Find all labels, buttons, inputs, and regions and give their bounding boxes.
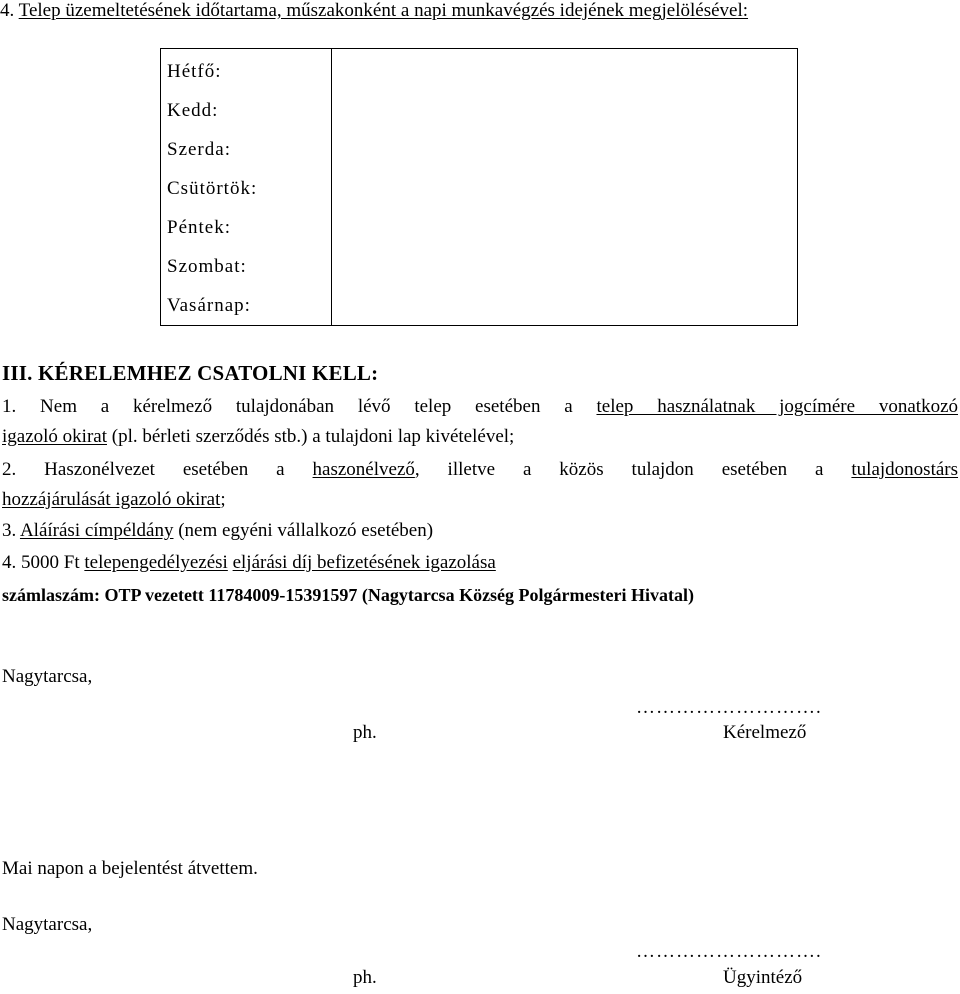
stamp-placeholder-1: ph. [353,722,377,743]
item-2-text-a: Haszonélvezet esetében a [44,459,285,480]
day-wednesday: Szerda: [167,139,231,160]
item-1-text-d: (pl. bérleti szerződés stb.) a tulajdoni lap kivételével; [111,426,515,447]
item-2-text-e: hozzájárulását igazoló okirat [2,489,221,510]
item-4 [2,552,496,574]
item-2-text-c: , illetve a közös tulajdon esetében a [414,459,824,480]
item-4-number: 4. [2,552,17,573]
item-2-text-d: tulajdonostárs [851,459,959,480]
section-3-title: III. KÉRELEMHEZ CSATOLNI KELL: [2,361,379,385]
item-2-number: 2. [2,459,17,480]
day-monday: Hétfő: [167,61,222,82]
place-date-2: Nagytarcsa, [2,914,93,935]
item-1-number: 1. [2,396,17,417]
received-statement: Mai napon a bejelentést átvettem. [2,858,258,879]
item-2-line-2 [2,489,226,511]
item-1-text-b: telep használatnak jogcímére vonatkozó [596,396,959,417]
item-3 [2,520,433,542]
section-4-heading [0,0,748,22]
signature-line-2: ………………………. [636,941,822,962]
stamp-placeholder-2: ph. [353,967,377,988]
item-2-text-b: haszonélvező [312,459,415,480]
item-3-number: 3. [2,520,17,541]
item-1-line-2 [2,426,514,448]
item-1-text-c: igazoló okirat [2,426,107,447]
day-sunday: Vasárnap: [167,295,251,316]
day-tuesday: Kedd: [167,100,219,121]
schedule-days-cell [161,49,332,326]
item-1-line-1 [2,396,958,418]
bank-account-line: számlaszám: OTP vezetett 11784009-15391597 (Nagytarcsa Község Polgármesteri Hivatal) [2,585,694,605]
section-4-number: 4. [0,0,15,21]
schedule-hours-cell[interactable] [332,49,798,326]
place-date-1: Nagytarcsa, [2,666,93,687]
item-3-text-a: Aláírási címpéldány [19,520,174,541]
item-4-text-b: telepengedélyezési [84,552,228,573]
signature-line-1: ………………………. [636,697,822,718]
signature-role-2: Ügyintéző [723,967,803,988]
day-saturday: Szombat: [167,256,247,277]
item-4-text-a: 5000 Ft [21,552,80,573]
item-3-text-b: (nem egyéni vállalkozó esetében) [178,520,434,541]
item-4-text-c: eljárási díj befizetésének igazolása [232,552,496,573]
day-friday: Péntek: [167,217,231,238]
day-thursday: Csütörtök: [167,178,258,199]
item-1-text-a: Nem a kérelmező tulajdonában lévő telep esetében a [40,396,573,417]
schedule-table [160,48,798,326]
item-2-line-1 [2,459,958,481]
item-2-text-f: ; [220,489,226,510]
section-4-heading-text: Telep üzemeltetésének időtartama, műszakonként a napi munkavégzés idejének megjelölésével: [18,0,749,21]
signature-role-1: Kérelmező [723,722,807,743]
